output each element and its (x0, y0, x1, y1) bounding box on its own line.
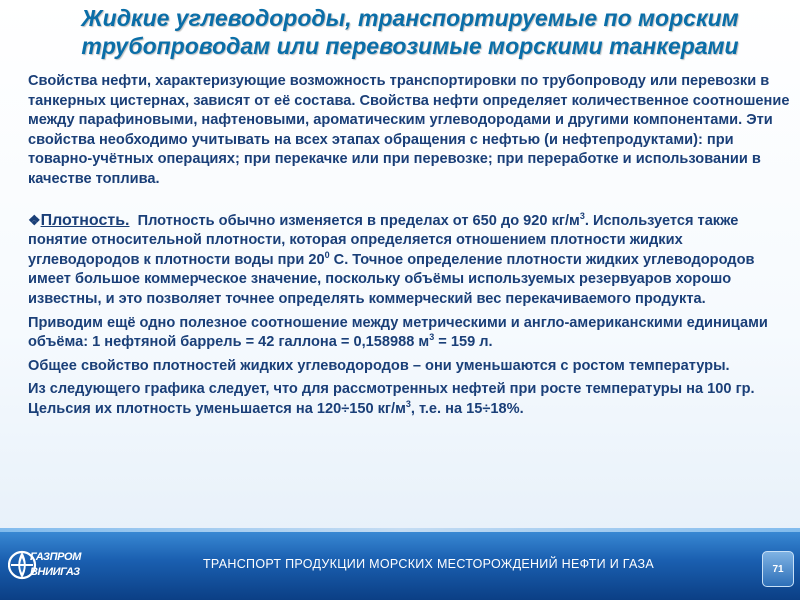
density-text-b: . Используется также понятие относительной плотности, которая определяется отношением плотности жидких углеводородов к плотности воды при 20 (28, 212, 739, 268)
barrel-sup: 3 (429, 332, 435, 343)
density-text-c: С. Точное определение плотности жидких углеводородов имеет большое коммерческое значение, поскольку объёмы используемых резервуаров хорошо известны, и это позволяет точнее определять коммерческий вес перекачиваемого продукта. (28, 251, 755, 307)
density-text-a: Плотность обычно изменяется в пределах от 650 до 920 кг/м (137, 212, 580, 229)
footer-text: ТРАНСПОРТ ПРОДУКЦИИ МОРСКИХ МЕСТОРОЖДЕНИЙ НЕФТИ И ГАЗА (203, 557, 654, 571)
diamond-bullet-icon: ❖ (28, 211, 41, 228)
page-number: 71 (762, 551, 794, 587)
gazprom-vniigaz-logo (8, 538, 81, 592)
title-line-2: трубопроводам или перевозимые морскими танкерами (81, 33, 739, 59)
density-sup-2: 0 (324, 249, 330, 260)
graph-text-a: Из следующего графика следует, что для рассмотренных нефтей при росте температуры на 100 гр. Цельсия их плотность уменьшается на 120÷150 кг/м (28, 381, 755, 417)
footer-highlight (0, 528, 800, 532)
slide-title (60, 4, 760, 60)
barrel-text-a: Приводим ещё одно полезное соотношение между метрическими и англо-американскими единицами объёма: 1 нефтяной баррель = 42 галлона = 0,158988 м (28, 314, 768, 351)
temperature-paragraph: Общее свойство плотностей жидких углеводородов – они уменьшаются с ростом температуры. (28, 357, 730, 374)
title-line-1: Жидкие углеводороды, транспортируемые по морским (81, 5, 739, 31)
density-paragraph (28, 211, 794, 310)
barrel-paragraph (28, 314, 794, 353)
footer-bar (0, 528, 800, 600)
logo-text-gazprom: ГАЗПРОМ (30, 551, 81, 563)
graph-sup: 3 (405, 399, 411, 410)
gazprom-flame-logo (8, 538, 70, 592)
density-term: Плотность. (40, 211, 130, 229)
graph-paragraph (28, 380, 794, 419)
slide-body (28, 72, 794, 420)
barrel-text-b: = 159 л. (434, 334, 493, 351)
logo-text-vniigaz: ВНИИГАЗ (30, 566, 80, 578)
density-sup-1: 3 (579, 210, 585, 221)
intro-paragraph: Свойства нефти, характеризующие возможность транспортировки по трубопроводу или перевозки в танкерных цистернах, зависят от её состава. Свойства нефти определяет количественное соотношение между парафиновыми, нафтеновыми, ароматическим углеводородами и другими компонентами. Эти свойства необходимо учитывать на всех этапах обращения с нефтью (и нефтепродуктами): при товарно-учётных операциях; при перекачке или при перевозке; при переработке и использовании в качестве топлива. (28, 73, 790, 187)
graph-text-b: , т.е. на 15÷18%. (410, 400, 524, 417)
